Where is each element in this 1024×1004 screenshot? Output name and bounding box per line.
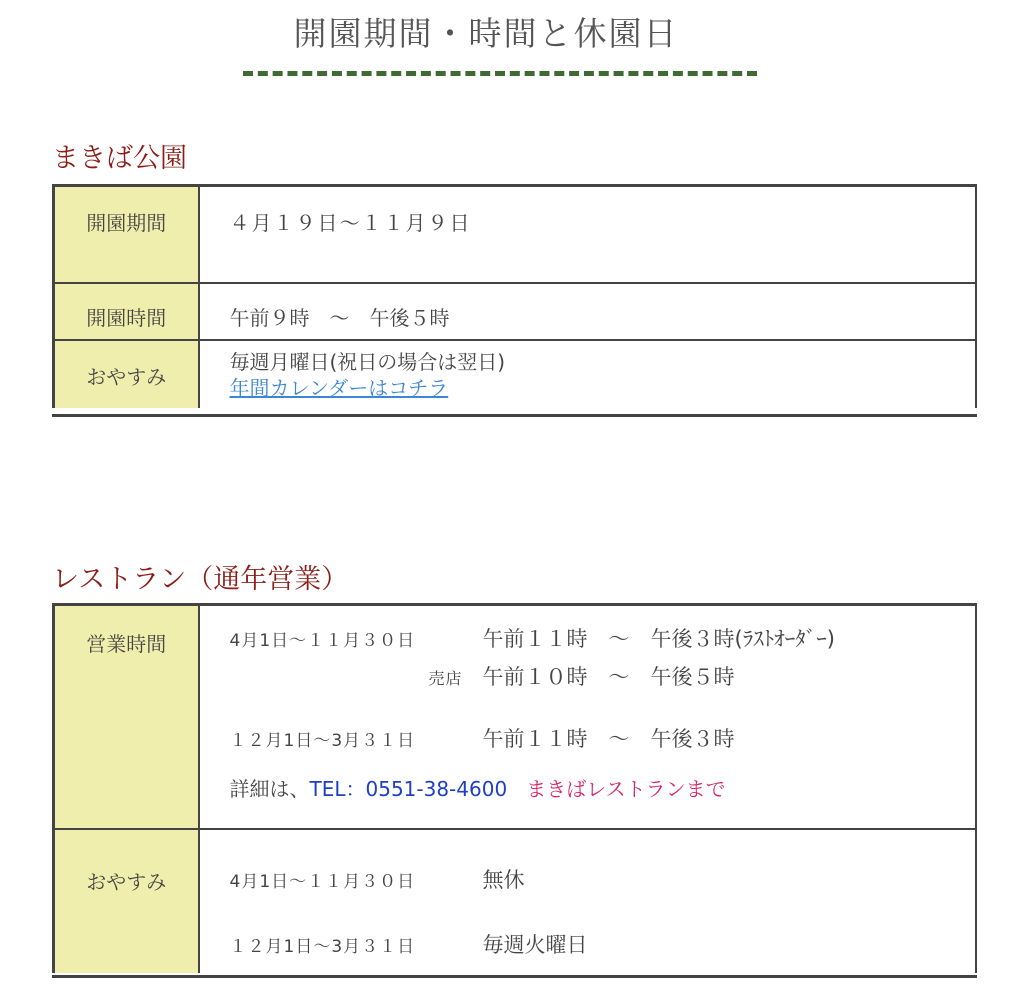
- restaurant-hours-row: [54, 605, 977, 829]
- contact-line: [230, 773, 976, 802]
- shop-hours-line: [230, 661, 976, 695]
- park-period-label: 開園期間: [54, 186, 199, 283]
- closed-season2-dates: １２月1日～3月３１日: [229, 936, 416, 957]
- shop-time: 午前１０時 ～ 午後５時: [482, 665, 735, 689]
- title-divider: [243, 71, 757, 76]
- shop-label: 売店: [428, 669, 463, 688]
- closed-season1-dates: 4月1日～１１月３０日: [229, 871, 416, 892]
- park-heading: まきば公園: [52, 143, 187, 174]
- restaurant-table: [52, 603, 977, 973]
- restaurant-closed-label: おやすみ: [54, 829, 199, 973]
- park-period-row: [54, 186, 977, 283]
- closed-season2-line: [230, 929, 976, 963]
- season2-hours-line: [230, 723, 976, 757]
- park-table: [52, 184, 977, 408]
- park-hours-row: [54, 283, 977, 340]
- restaurant-hours-label: 営業時間: [54, 605, 199, 829]
- restaurant-table-bottom: [52, 975, 977, 978]
- page-title: 開園期間・時間と休園日: [293, 14, 679, 53]
- closed-season1-value: 無休: [482, 867, 525, 892]
- closed-season2-value: 毎週火曜日: [482, 932, 588, 957]
- season2-dates: １２月1日～3月３１日: [229, 731, 416, 751]
- calendar-link[interactable]: 年間カレンダーはコチラ: [229, 375, 449, 400]
- contact-prefix: 詳細は、: [229, 777, 310, 801]
- park-closed-label: おやすみ: [54, 340, 199, 408]
- season2-time: 午前１１時 ～ 午後３時: [482, 727, 735, 751]
- park-closed-row: [54, 340, 977, 408]
- season1-dates: 4月1日～１１月３０日: [229, 631, 416, 651]
- park-table-bottom: [52, 414, 977, 417]
- season1-time: 午前１１時 ～ 午後３時(ﾗｽﾄｵｰﾀﾞｰ): [482, 627, 835, 651]
- park-hours-value: 午前９時 ～ 午後５時: [199, 283, 977, 340]
- restaurant-heading: レストラン（通年営業）: [52, 564, 349, 595]
- closed-season1-line: [230, 864, 976, 898]
- park-hours-label: 開園時間: [54, 283, 199, 340]
- contact-suffix: まきばレストランまで: [526, 777, 726, 801]
- park-closed-value: 毎週月曜日(祝日の場合は翌日): [229, 349, 506, 374]
- tel-number: TEL：0551-38-4600: [309, 777, 508, 801]
- season1-hours-line: [230, 623, 976, 657]
- park-period-value: ４月１９日～１１月９日: [199, 186, 977, 283]
- restaurant-closed-row: [54, 829, 977, 973]
